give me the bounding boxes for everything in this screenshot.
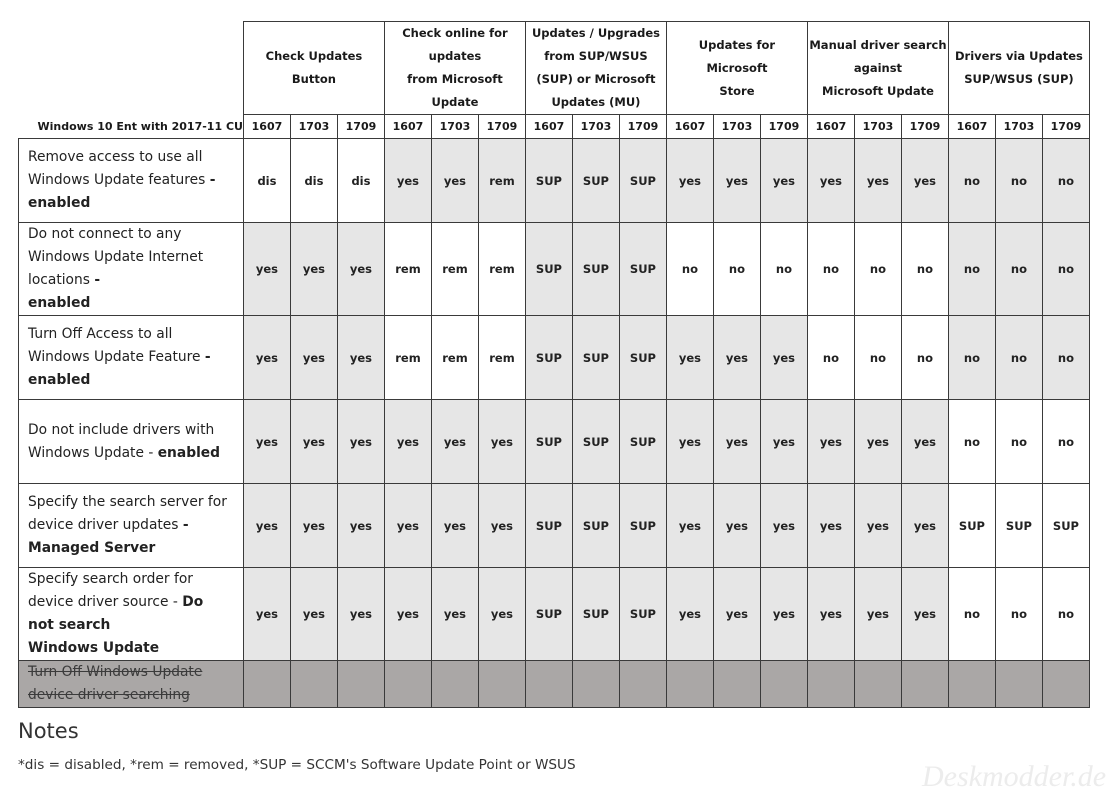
policy-text: Windows Update features [28, 172, 210, 188]
notes-heading: Notes [18, 719, 79, 743]
value-cell: rem [384, 316, 431, 400]
value-cell [1042, 661, 1089, 708]
policy-name-cell [19, 661, 244, 708]
policy-state: enabled [157, 444, 221, 461]
value-cell: SUP [1042, 484, 1089, 568]
policy-text: Remove access to use all [28, 149, 203, 165]
value-cell: rem [384, 223, 431, 316]
group-header-line: (SUP) or Microsoft [536, 72, 656, 86]
value-cell: yes [760, 316, 807, 400]
value-cell: yes [290, 484, 337, 568]
value-cell: SUP [525, 568, 572, 661]
version-header: 1607 [807, 115, 854, 139]
table-row [19, 568, 1090, 661]
value-cell: yes [901, 568, 948, 661]
group-header-line: updates [428, 49, 482, 63]
value-cell: no [760, 223, 807, 316]
policy-text: Turn Off Windows Update [28, 664, 203, 680]
policy-line [28, 292, 243, 315]
value-cell: SUP [525, 139, 572, 223]
value-cell: SUP [525, 400, 572, 484]
policy-line [28, 537, 243, 560]
value-cell: no [995, 223, 1042, 316]
value-cell: no [948, 400, 995, 484]
policy-line [28, 591, 243, 614]
value-cell: dis [290, 139, 337, 223]
policy-line [28, 637, 243, 660]
value-cell: yes [337, 316, 384, 400]
value-cell: yes [337, 484, 384, 568]
policy-text: Do not include drivers with [28, 421, 215, 438]
value-cell [901, 661, 948, 708]
group-header-line: Updates for Microsoft [698, 37, 776, 75]
group-header-line: Check online for [402, 26, 508, 40]
value-cell: yes [901, 400, 948, 484]
version-header: 1703 [854, 115, 901, 139]
value-cell: yes [431, 139, 478, 223]
policy-line [28, 442, 243, 465]
value-cell: yes [478, 400, 525, 484]
value-cell: no [1042, 223, 1089, 316]
policy-state: Do [182, 594, 204, 610]
table-row [19, 223, 1090, 316]
policy-state: Managed Server [28, 540, 156, 556]
group-header-line: SUP/WSUS (SUP) [964, 72, 1074, 86]
version-header: 1703 [431, 115, 478, 139]
version-header: 1709 [760, 115, 807, 139]
value-cell: yes [666, 316, 713, 400]
value-cell: yes [807, 568, 854, 661]
value-cell: yes [384, 139, 431, 223]
version-header: 1709 [1042, 115, 1089, 139]
value-cell: rem [431, 316, 478, 400]
value-cell: yes [243, 400, 290, 484]
value-cell: SUP [619, 316, 666, 400]
table-row [19, 316, 1090, 400]
version-header: 1709 [619, 115, 666, 139]
value-cell: yes [290, 400, 337, 484]
policy-line [28, 614, 243, 637]
group-header-line: Microsoft Update [822, 83, 934, 98]
group-header-line: Button [291, 72, 336, 86]
value-cell: yes [854, 568, 901, 661]
value-cell: rem [478, 316, 525, 400]
policy-state: enabled [28, 195, 91, 211]
value-cell: yes [854, 139, 901, 223]
group-header-line: from Microsoft [407, 72, 503, 86]
policy-state: enabled [28, 295, 91, 311]
value-cell [619, 661, 666, 708]
policy-state: - [204, 349, 211, 365]
value-cell: SUP [948, 484, 995, 568]
policy-name-cell [19, 400, 244, 484]
value-cell: SUP [619, 568, 666, 661]
group-header-updates-upgrades [525, 22, 666, 115]
policy-text: Specify search order for [28, 571, 193, 587]
value-cell: no [807, 316, 854, 400]
table-row [19, 661, 1090, 708]
value-cell: no [713, 223, 760, 316]
policy-line [28, 346, 243, 369]
policy-text: device driver updates [28, 517, 183, 533]
policy-text: locations [28, 272, 95, 288]
value-cell: yes [337, 400, 384, 484]
value-cell: no [995, 139, 1042, 223]
value-cell [431, 661, 478, 708]
value-cell: dis [243, 139, 290, 223]
value-cell: yes [854, 484, 901, 568]
version-header: 1607 [243, 115, 290, 139]
value-cell: SUP [619, 223, 666, 316]
policy-text: device driver searching [28, 687, 190, 703]
policy-state: - [94, 272, 101, 288]
value-cell: SUP [572, 568, 619, 661]
value-cell: SUP [525, 316, 572, 400]
value-cell: SUP [619, 484, 666, 568]
policy-text: Windows Update Feature [28, 349, 205, 365]
value-cell: yes [807, 484, 854, 568]
policy-text: Do not connect to any [28, 226, 182, 242]
policy-name-cell [19, 223, 244, 316]
policy-line [28, 369, 243, 392]
group-header-line: Update [431, 95, 479, 109]
value-cell: no [1042, 568, 1089, 661]
value-cell: yes [713, 316, 760, 400]
table-row [19, 139, 1090, 223]
value-cell: SUP [619, 400, 666, 484]
value-cell: yes [431, 568, 478, 661]
value-cell: yes [243, 484, 290, 568]
value-cell: no [948, 139, 995, 223]
version-header: 1703 [713, 115, 760, 139]
value-cell [384, 661, 431, 708]
policy-text: Specify the search server for [28, 494, 227, 510]
version-header: 1703 [290, 115, 337, 139]
value-cell: yes [337, 223, 384, 316]
policy-state: Windows Update [28, 640, 160, 656]
value-cell: no [901, 316, 948, 400]
value-cell: yes [478, 568, 525, 661]
value-cell: yes [290, 568, 337, 661]
value-cell: yes [807, 139, 854, 223]
table-title: Windows 10 Ent with 2017-11 CU [19, 115, 244, 139]
value-cell: no [948, 568, 995, 661]
table-row [19, 484, 1090, 568]
policy-line [28, 323, 243, 346]
version-header: 1703 [572, 115, 619, 139]
policy-name-cell [19, 484, 244, 568]
value-cell: yes [290, 316, 337, 400]
value-cell: yes [666, 400, 713, 484]
policy-line [28, 419, 243, 442]
value-cell: SUP [619, 139, 666, 223]
value-cell: no [948, 223, 995, 316]
value-cell: yes [243, 316, 290, 400]
version-header-row [19, 115, 1090, 139]
policy-text: Turn Off Access to all [28, 326, 173, 342]
value-cell: yes [431, 484, 478, 568]
policy-line [28, 269, 243, 292]
policy-text: Windows Update Internet [28, 249, 204, 265]
policy-name-cell [19, 139, 244, 223]
value-cell: no [807, 223, 854, 316]
policy-line [28, 684, 243, 707]
version-header: 1607 [384, 115, 431, 139]
value-cell: yes [901, 139, 948, 223]
value-cell: SUP [572, 223, 619, 316]
value-cell: no [995, 316, 1042, 400]
group-header-line: against [853, 60, 903, 75]
group-header-manual-driver-search [807, 22, 948, 115]
group-header-line: Manual driver search [809, 37, 947, 52]
value-cell: yes [431, 400, 478, 484]
value-cell [995, 661, 1042, 708]
policy-line [28, 568, 243, 591]
value-cell: yes [384, 400, 431, 484]
value-cell [854, 661, 901, 708]
value-cell: yes [243, 223, 290, 316]
policy-line [28, 223, 243, 246]
policy-name-cell [19, 316, 244, 400]
value-cell: no [995, 568, 1042, 661]
policy-name-cell [19, 568, 244, 661]
policy-line [28, 491, 243, 514]
group-header-row [19, 22, 1090, 115]
value-cell: SUP [572, 400, 619, 484]
value-cell [760, 661, 807, 708]
value-cell: no [901, 223, 948, 316]
value-cell: yes [243, 568, 290, 661]
value-cell: SUP [995, 484, 1042, 568]
policy-line [28, 169, 243, 192]
value-cell: yes [666, 139, 713, 223]
value-cell: yes [713, 568, 760, 661]
group-header-line: Updates (MU) [551, 95, 641, 109]
policy-line [28, 192, 243, 215]
policy-line [28, 246, 243, 269]
group-header-line: Store [719, 83, 755, 98]
value-cell: yes [290, 223, 337, 316]
value-cell [290, 661, 337, 708]
value-cell: no [854, 316, 901, 400]
version-header: 1703 [995, 115, 1042, 139]
value-cell: rem [431, 223, 478, 316]
group-header-line: from SUP/WSUS [544, 49, 648, 63]
table-row [19, 400, 1090, 484]
value-cell: no [666, 223, 713, 316]
value-cell: yes [760, 568, 807, 661]
value-cell: yes [713, 484, 760, 568]
value-cell: SUP [572, 316, 619, 400]
value-cell [713, 661, 760, 708]
value-cell: SUP [572, 484, 619, 568]
value-cell [948, 661, 995, 708]
version-header: 1709 [337, 115, 384, 139]
value-cell: yes [901, 484, 948, 568]
policy-state: not search [28, 617, 111, 633]
value-cell: no [1042, 400, 1089, 484]
version-header: 1709 [901, 115, 948, 139]
value-cell: yes [760, 484, 807, 568]
value-cell: no [948, 316, 995, 400]
group-header-store-updates [666, 22, 807, 115]
group-header-check-online [384, 22, 525, 115]
value-cell: yes [666, 484, 713, 568]
policy-line [28, 661, 243, 684]
value-cell: yes [478, 484, 525, 568]
table-body [19, 139, 1090, 708]
policy-state: - [182, 517, 189, 533]
value-cell: rem [478, 139, 525, 223]
group-header-line: Drivers via Updates [955, 49, 1083, 63]
policy-line [28, 146, 243, 169]
policy-text: device driver source - [28, 594, 183, 610]
value-cell [807, 661, 854, 708]
value-cell: SUP [525, 223, 572, 316]
watermark-logo: Deskmodder.de [922, 760, 1107, 793]
group-header-drivers-via-updates [948, 22, 1089, 115]
policy-table [18, 21, 1090, 708]
value-cell [243, 661, 290, 708]
group-header-line: Check Updates [265, 49, 363, 63]
notes-text: *dis = disabled, *rem = removed, *SUP = SCCM's Software Update Point or WSUS [18, 757, 576, 773]
policy-state: - [209, 172, 216, 188]
value-cell: yes [854, 400, 901, 484]
value-cell [337, 661, 384, 708]
value-cell: yes [760, 400, 807, 484]
value-cell: SUP [572, 139, 619, 223]
version-header: 1607 [948, 115, 995, 139]
value-cell: yes [384, 484, 431, 568]
value-cell: no [854, 223, 901, 316]
value-cell [525, 661, 572, 708]
header-corner [19, 22, 244, 115]
value-cell: no [1042, 139, 1089, 223]
value-cell: yes [337, 568, 384, 661]
value-cell: yes [760, 139, 807, 223]
version-header: 1607 [666, 115, 713, 139]
value-cell [478, 661, 525, 708]
value-cell: yes [666, 568, 713, 661]
version-header: 1607 [525, 115, 572, 139]
policy-text: Windows Update - [28, 444, 158, 461]
value-cell: yes [713, 400, 760, 484]
value-cell: no [995, 400, 1042, 484]
group-header-check-updates [243, 22, 384, 115]
value-cell: no [1042, 316, 1089, 400]
value-cell: yes [384, 568, 431, 661]
version-header: 1709 [478, 115, 525, 139]
value-cell: dis [337, 139, 384, 223]
value-cell [666, 661, 713, 708]
value-cell [572, 661, 619, 708]
policy-line [28, 514, 243, 537]
value-cell: yes [807, 400, 854, 484]
group-header-line: Updates / Upgrades [531, 26, 660, 40]
value-cell: yes [713, 139, 760, 223]
policy-state: enabled [28, 372, 91, 388]
value-cell: SUP [525, 484, 572, 568]
value-cell: rem [478, 223, 525, 316]
